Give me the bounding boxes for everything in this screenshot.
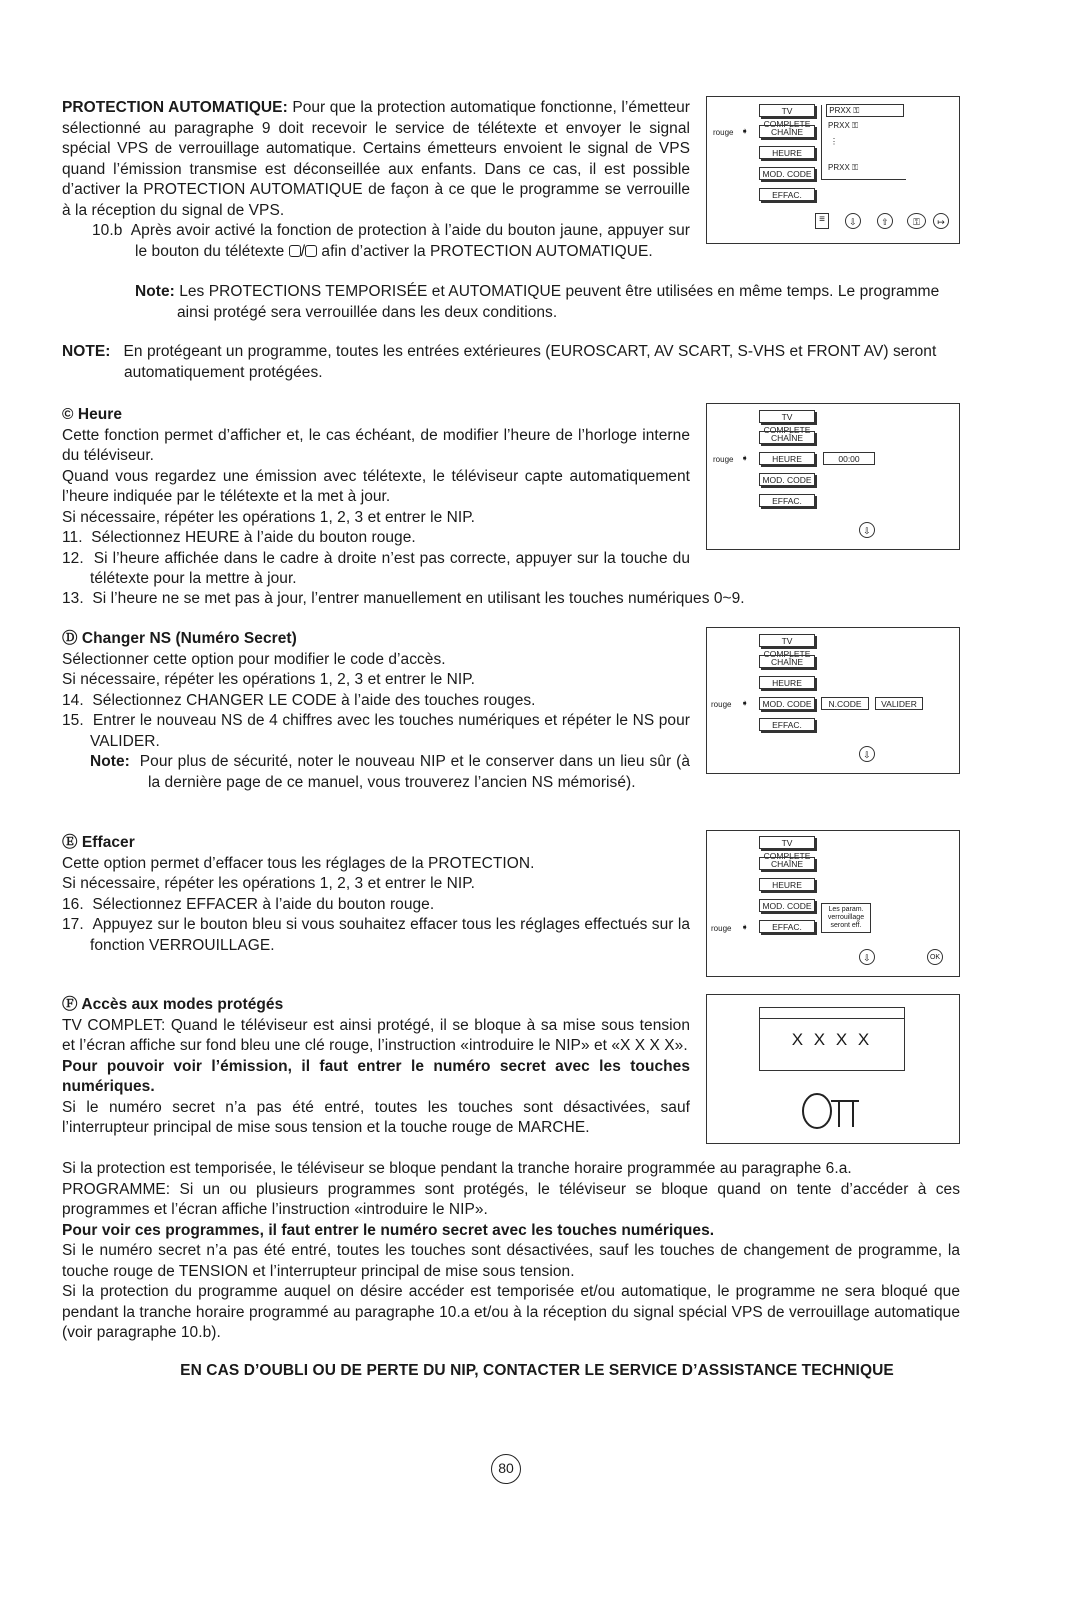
menu-heure: HEURE bbox=[759, 452, 815, 465]
step-text: Appuyez sur le bouton bleu si vous souhaitez effacer tous les réglages effectués sur la fonction VERROUILLAGE. bbox=[90, 916, 690, 954]
menu-tv-complete: TV COMPLETE bbox=[759, 836, 815, 849]
step-10b-slash: / bbox=[300, 242, 306, 260]
acces-p3: Si le numéro secret n’a pas été entré, toutes les touches sont désactivées, sauf l’interrupteur principal de mise sous tension et la touche rouge de MARCHE. bbox=[62, 1098, 690, 1136]
down-button-icon: ⇩ bbox=[859, 522, 875, 538]
menu-chaine: CHAÎNE bbox=[759, 857, 815, 870]
pin-code-mask: X X X X bbox=[791, 1030, 873, 1049]
menu-tv-complete: TV COMPLETE bbox=[759, 410, 815, 423]
program-list-panel bbox=[821, 105, 906, 180]
reset-note-box: Les param. verrouillage seront eff. bbox=[821, 903, 871, 933]
effacer-title: Ⓔ Effacer bbox=[62, 834, 135, 851]
exit-button-icon: ↦ bbox=[933, 213, 949, 229]
key-icon: ⚿ bbox=[852, 121, 859, 130]
step-number: 16. bbox=[62, 895, 84, 913]
step-10b-text-pre: Après avoir activé la fonction de protection à l’aide du bouton jaune, appuyer sur le bouton du télétexte bbox=[130, 222, 690, 260]
changer-ns-step-14 bbox=[62, 691, 690, 712]
acces-p1: TV COMPLET: Quand le téléviseur est ainsi protégé, il se bloque à sa mise sous tension et l’écran affiche sur fond bleu une clé rouge, l’instruction «introduire le NIP» et «X X X X». bbox=[62, 1016, 690, 1054]
menu-mod-code: MOD. CODE bbox=[759, 473, 815, 486]
menu-chaine: CHAÎNE bbox=[759, 431, 815, 444]
acces-p6: Pour voir ces programmes, il faut entrer le numéro secret avec les touches numériques. bbox=[62, 1221, 715, 1239]
heure-step-13 bbox=[62, 589, 960, 610]
effacer-step-17 bbox=[62, 915, 690, 956]
validate-field: VALIDER bbox=[875, 697, 923, 710]
section-acces-cont bbox=[62, 1159, 960, 1344]
changer-ns-line-1: Sélectionner cette option pour modifier le code d’accès. bbox=[62, 650, 446, 668]
program-row bbox=[828, 163, 858, 173]
note-protections bbox=[135, 282, 960, 323]
note-label: Note: bbox=[135, 283, 175, 300]
effacer-line-1: Cette option permet d’effacer tous les réglages de la PROTECTION. bbox=[62, 854, 535, 872]
step-number: 13. bbox=[62, 590, 84, 607]
down-button-icon: ⇩ bbox=[859, 949, 875, 965]
acces-p8: Si la protection du programme auquel on désire accéder est temporisée et/ou automatique, le programme ne sera bloqué que pendant la tranche horaire programmé au paragraphe 10.a et/ou à la réception du signal spécial VPS de verrouillage automatique (voir paragraphe 10.b). bbox=[62, 1283, 960, 1341]
menu-chaine: CHAÎNE bbox=[759, 125, 815, 138]
menu-mod-code: MOD. CODE bbox=[759, 167, 815, 180]
note-inputs-label: NOTE: bbox=[62, 343, 111, 360]
heure-line-1: Cette fonction permet d’afficher et, le cas échéant, de modifier l’heure de l’horloge interne du téléviseur. bbox=[62, 426, 690, 464]
pin-frame-divider bbox=[760, 1018, 904, 1019]
changer-ns-note bbox=[62, 752, 690, 793]
acces-p2: Pour pouvoir voir l’émission, il faut entrer le numéro secret avec les touches numériques. bbox=[62, 1057, 690, 1095]
acces-title: Ⓕ Accès aux modes protégés bbox=[62, 996, 284, 1013]
menu-figure-changer-ns bbox=[706, 627, 960, 774]
program-row bbox=[828, 121, 858, 131]
step-text: Entrer le nouveau NS de 4 chiffres avec les touches numériques et répéter le NS pour VALIDER. bbox=[90, 712, 690, 750]
arrow-right-icon: ➧ bbox=[741, 922, 749, 932]
rouge-label: rouge bbox=[711, 924, 732, 933]
teletext-icon bbox=[289, 245, 301, 257]
heure-step-12 bbox=[62, 549, 690, 590]
program-row-selected bbox=[826, 104, 904, 117]
step-10b-number: 10.b bbox=[92, 222, 123, 239]
menu-figure-effacer bbox=[706, 830, 960, 977]
pin-code-frame bbox=[759, 1007, 905, 1071]
menu-figure-heure bbox=[706, 403, 960, 550]
step-10b-text-post: afin d’activer la PROTECTION AUTOMATIQUE. bbox=[321, 242, 653, 260]
time-display: 00:00 bbox=[823, 452, 875, 465]
menu-effac: EFFAC. bbox=[759, 920, 815, 933]
step-number: 12. bbox=[62, 549, 84, 567]
menu-mod-code: MOD. CODE bbox=[759, 697, 815, 710]
step-text: Si l’heure affichée dans le cadre à droite n’est pas correcte, appuyer sur la touche du télétexte pour la mettre à jour. bbox=[90, 549, 690, 587]
note-inputs-text: En protégeant un programme, toutes les entrées extérieures (EUROSCART, AV SCART, S-VHS et FRONT AV) seront automatiquement protégées. bbox=[123, 343, 937, 381]
changer-ns-step-15 bbox=[62, 711, 690, 752]
ok-button-icon: OK bbox=[927, 949, 943, 965]
teletext-button-icon: ≡ bbox=[815, 213, 829, 229]
rouge-label: rouge bbox=[713, 455, 734, 464]
step-10b bbox=[92, 221, 690, 262]
down-button-icon: ⇩ bbox=[845, 213, 861, 229]
changer-ns-line-2: Si nécessaire, répéter les opérations 1, 2, 3 et entrer le NIP. bbox=[62, 671, 475, 688]
menu-chaine: CHAÎNE bbox=[759, 655, 815, 668]
program-name: PRXX bbox=[828, 163, 850, 172]
section-acces bbox=[62, 995, 690, 1139]
key-icon bbox=[799, 1089, 865, 1133]
section-changer-ns bbox=[62, 629, 690, 793]
acces-p7: Si le numéro secret n’a pas été entré, toutes les touches sont désactivées, sauf les touches de changement de programme, la touche rouge de TENSION et l’interrupteur principal de mise sous tension. bbox=[62, 1242, 960, 1280]
page-number: 80 bbox=[491, 1454, 521, 1484]
effacer-line-2: Si nécessaire, répéter les opérations 1, 2, 3 et entrer le NIP. bbox=[62, 875, 475, 892]
acces-p5: PROGRAMME: Si un ou plusieurs programmes sont protégés, le téléviseur se bloque quand on tente d’accéder à ces programmes et l’écran affiche l’instruction «introduire le NIP». bbox=[62, 1180, 960, 1218]
acces-p4: Si la protection est temporisée, le téléviseur se bloque pendant la tranche horaire programmée au paragraphe 6.a. bbox=[62, 1160, 852, 1177]
down-button-icon: ⇩ bbox=[859, 746, 875, 762]
key-icon: ⚿ bbox=[853, 106, 860, 115]
step-text: Sélectionnez EFFACER à l’aide du bouton rouge. bbox=[92, 895, 435, 913]
note-inputs bbox=[62, 342, 960, 383]
rouge-label: rouge bbox=[713, 128, 734, 137]
pin-screen-figure bbox=[706, 994, 960, 1144]
program-name: PRXX bbox=[829, 106, 852, 115]
arrow-right-icon: ➧ bbox=[741, 126, 749, 136]
effacer-step-16 bbox=[62, 895, 690, 916]
rouge-label: rouge bbox=[711, 700, 732, 709]
heure-title: © Heure bbox=[62, 406, 123, 423]
teletext-mix-icon bbox=[305, 245, 317, 257]
footer-warning: EN CAS D’OUBLI OU DE PERTE DU NIP, CONTACTER LE SERVICE D’ASSISTANCE TECHNIQUE bbox=[180, 1362, 894, 1379]
note-label: Note: bbox=[90, 753, 130, 770]
menu-tv-complete: TV COMPLETE bbox=[759, 634, 815, 647]
menu-heure: HEURE bbox=[759, 676, 815, 689]
menu-effac: EFFAC. bbox=[759, 188, 815, 201]
section-effacer bbox=[62, 833, 690, 956]
step-text: Sélectionnez CHANGER LE CODE à l’aide des touches rouges. bbox=[92, 691, 536, 709]
menu-effac: EFFAC. bbox=[759, 718, 815, 731]
heure-line-3: Si nécessaire, répéter les opérations 1, 2, 3 et entrer le NIP. bbox=[62, 508, 475, 526]
program-name: PRXX bbox=[828, 121, 850, 130]
note-text: Pour plus de sécurité, noter le nouveau NIP et le conserver dans un lieu sûr (à la dernière page de ce manuel, vous trouverez l’ancien NS mémorisé). bbox=[139, 753, 690, 791]
step-text: Sélectionnez HEURE à l’aide du bouton rouge. bbox=[91, 529, 416, 546]
protection-automatique-paragraph bbox=[62, 98, 690, 221]
menu-tv-complete: TV COMPLETE bbox=[759, 104, 815, 117]
ellipsis-dots: ⋮ bbox=[830, 137, 838, 146]
step-number: 14. bbox=[62, 691, 84, 709]
step-number: 11. bbox=[62, 529, 83, 546]
heure-step-11 bbox=[62, 528, 690, 549]
menu-heure: HEURE bbox=[759, 878, 815, 891]
menu-figure-automatique bbox=[706, 96, 960, 244]
step-number: 15. bbox=[62, 712, 84, 729]
menu-heure: HEURE bbox=[759, 146, 815, 159]
note-text: Les PROTECTIONS TEMPORISÉE et AUTOMATIQUE peuvent être utilisées en même temps. Le programme ainsi protégé sera verrouillée dans les deux conditions. bbox=[174, 283, 940, 321]
menu-mod-code: MOD. CODE bbox=[759, 899, 815, 912]
step-text: Si l’heure ne se met pas à jour, l’entrer manuellement en utilisant les touches numériques 0~9. bbox=[92, 590, 745, 607]
menu-effac: EFFAC. bbox=[759, 494, 815, 507]
protection-automatique-title: PROTECTION AUTOMATIQUE: bbox=[62, 99, 288, 116]
new-code-field: N.CODE bbox=[821, 697, 869, 710]
key-icon: ⚿ bbox=[852, 163, 859, 172]
key-button-icon: ⚿ bbox=[907, 213, 926, 229]
up-button-icon: ⇧ bbox=[877, 213, 893, 229]
section-protection-automatique bbox=[62, 98, 690, 221]
arrow-right-icon: ➧ bbox=[741, 698, 749, 708]
section-heure bbox=[62, 405, 690, 590]
changer-ns-title: Ⓓ Changer NS (Numéro Secret) bbox=[62, 630, 297, 647]
arrow-right-icon: ➧ bbox=[741, 453, 749, 463]
step-number: 17. bbox=[62, 916, 84, 933]
heure-line-2: Quand vous regardez une émission avec télétexte, le téléviseur capte automatiquement l’heure indiquée par le télétexte et la met à jour. bbox=[62, 467, 690, 505]
protection-automatique-body: Pour que la protection automatique fonctionne, l’émetteur sélectionné au paragraphe 9 doit recevoir le service de télétexte et envoyer le signal spécial VPS de verrouillage automatique. Certains émetteurs envoient le signal de VPS quand l’émission transmise est déconseillée aux enfants. Dans ce cas, il est possible d’activer la PROTECTION AUTOMATIQUE de façon à ce que le programme se verrouille à la réception du signal de VPS. bbox=[62, 99, 690, 219]
